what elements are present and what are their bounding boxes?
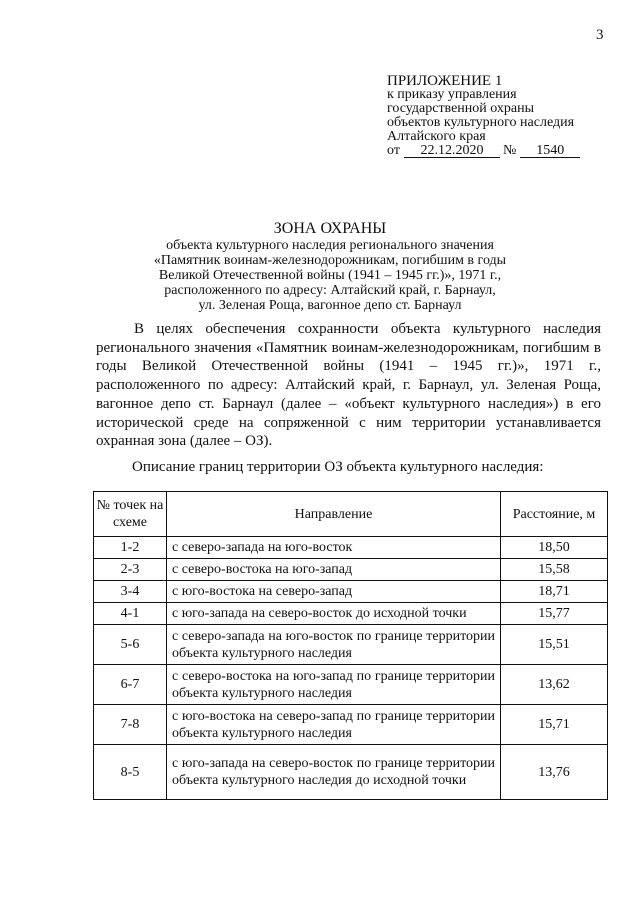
- body-paragraph: [96, 320, 601, 451]
- cell-points: 6-7: [94, 665, 167, 705]
- cell-distance: 18,71: [501, 581, 608, 603]
- cell-direction: с северо-востока на юго-запад: [167, 559, 501, 581]
- cell-direction: с северо-востока на юго-запад по границе территории объекта культурного наследия: [167, 665, 501, 705]
- cell-direction: с северо-запада на юго-восток: [167, 537, 501, 559]
- cell-direction: с юго-востока на северо-запад по границе территории объекта культурного наследия: [167, 705, 501, 745]
- cell-points: 5-6: [94, 625, 167, 665]
- heading-line: объекта культурного наследия регионального значения: [166, 238, 494, 253]
- cell-direction: с юго-запада на северо-восток по границе территории объекта культурного наследия до исходной точки: [167, 745, 501, 800]
- heading-line: расположенного по адресу: Алтайский край, г. Барнаул,: [164, 283, 496, 298]
- appendix-title: ПРИЛОЖЕНИЕ 1: [387, 73, 503, 89]
- cell-distance: 15,77: [501, 603, 608, 625]
- appendix-block: [387, 74, 580, 158]
- cell-distance: 15,58: [501, 559, 608, 581]
- paragraph-text: В целях обеспечения сохранности объекта культурного наследия регионального значения «Памятник воинам-железнодорожникам, погибшим в годы Великой Отечественной войны (1941 – 1945 гг.)», 1971 г., расположенного по адресу: Алтайский край, г. Барнаул, ул. Зеленая Роща, вагонное депо ст. Барнаул (далее – «объект культурного наследия») в его исторической среде на сопряженной с ним территории устанавливается охранная зона (далее – ОЗ).: [96, 321, 601, 450]
- table-header-row: [94, 492, 608, 537]
- document-heading: [120, 220, 540, 313]
- heading-title: ЗОНА ОХРАНЫ: [273, 220, 387, 237]
- table-row: [94, 581, 608, 603]
- appendix-line: государственной охраны: [387, 101, 535, 116]
- heading-line: ул. Зеленая Роща, вагонное депо ст. Барнаул: [198, 298, 462, 313]
- table-row: [94, 745, 608, 800]
- boundary-table: [93, 491, 608, 800]
- heading-line: «Памятник воинам-железнодорожникам, погибшим в годы: [153, 253, 507, 268]
- appendix-date-line: [387, 144, 580, 158]
- order-date: 22.12.2020: [404, 144, 500, 158]
- table-row: [94, 665, 608, 705]
- cell-direction: с северо-запада на юго-восток по границе территории объекта культурного наследия: [167, 625, 501, 665]
- cell-distance: 13,62: [501, 665, 608, 705]
- cell-direction: с юго-запада на северо-восток до исходной точки: [167, 603, 501, 625]
- header-direction: Направление: [167, 492, 501, 537]
- cell-points: 7-8: [94, 705, 167, 745]
- cell-distance: 15,51: [501, 625, 608, 665]
- appendix-line: к приказу управления: [387, 87, 517, 102]
- cell-points: 2-3: [94, 559, 167, 581]
- cell-direction: с юго-востока на северо-запад: [167, 581, 501, 603]
- date-prefix: от: [387, 143, 400, 158]
- appendix-line: объектов культурного наследия: [387, 115, 575, 130]
- cell-distance: 13,76: [501, 745, 608, 800]
- table-row: [94, 559, 608, 581]
- cell-points: 8-5: [94, 745, 167, 800]
- cell-distance: 18,50: [501, 537, 608, 559]
- heading-line: Великой Отечественной войны (1941 – 1945 гг.)», 1971 г.,: [158, 268, 502, 283]
- header-distance: Расстояние, м: [501, 492, 608, 537]
- appendix-line: Алтайского края: [387, 129, 486, 144]
- table-row: [94, 625, 608, 665]
- cell-points: 4-1: [94, 603, 167, 625]
- table-row: [94, 537, 608, 559]
- table-caption: Описание границ территории ОЗ объекта культурного наследия:: [132, 459, 544, 475]
- cell-points: 1-2: [94, 537, 167, 559]
- order-number: 1540: [520, 144, 580, 158]
- cell-points: 3-4: [94, 581, 167, 603]
- table-row: [94, 705, 608, 745]
- header-points: № точек на схеме: [94, 492, 167, 537]
- table-row: [94, 603, 608, 625]
- number-sign: №: [502, 143, 517, 158]
- cell-distance: 15,71: [501, 705, 608, 745]
- page-number: 3: [596, 27, 604, 43]
